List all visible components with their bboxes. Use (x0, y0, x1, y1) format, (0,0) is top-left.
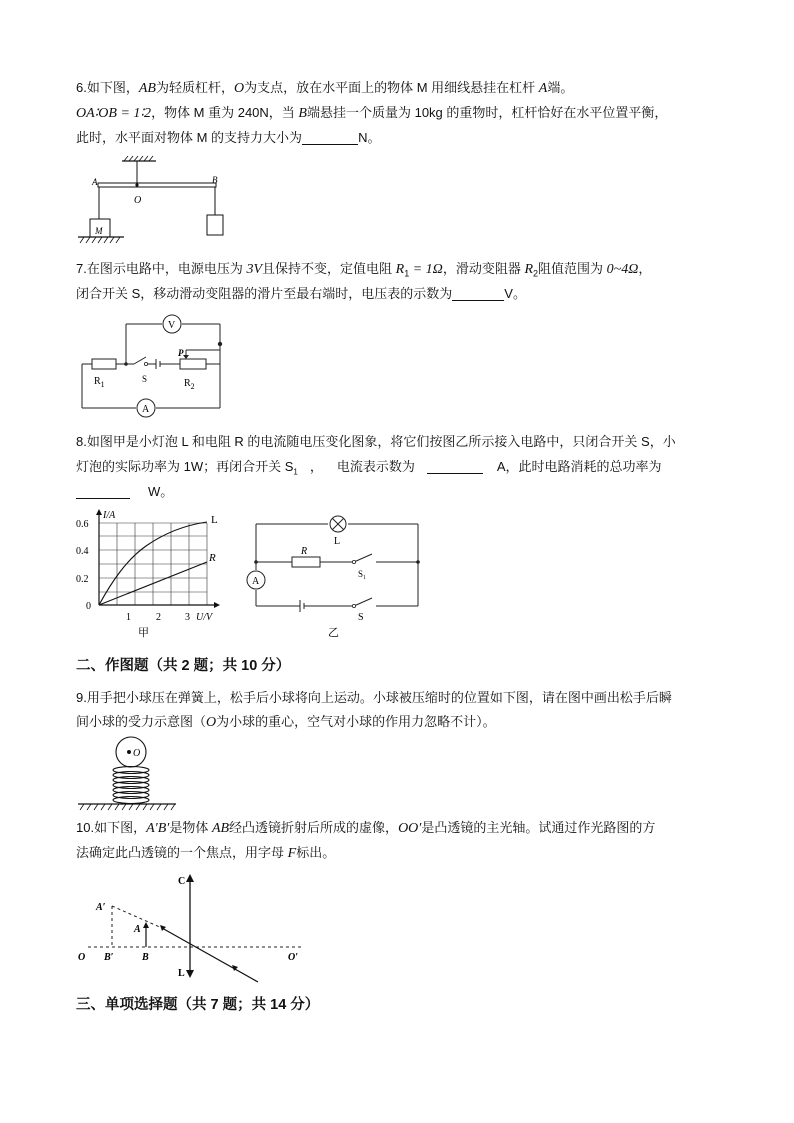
switch-label-S: S (142, 374, 148, 384)
ammeter-label: A (252, 576, 260, 587)
resistor-label-R1: $R_1$ (94, 376, 105, 389)
circuit-yi (240, 508, 430, 642)
q8-line3: W。 (76, 482, 173, 502)
label-B: B (212, 175, 218, 185)
ytick-0.6: 0.6 (76, 519, 89, 530)
ytick-0.4: 0.4 (76, 546, 89, 557)
image-label-A-prime: A′ (96, 902, 106, 913)
x-axis-label: U/V (196, 612, 213, 623)
caption-yi: 乙 (328, 627, 339, 639)
resistor-label-R: R (301, 546, 308, 557)
curve-label-R: R (209, 552, 216, 564)
spring-ball-figure (76, 735, 186, 813)
ytick-0: 0 (86, 601, 91, 612)
q6-line2: OA∶OB = 1∶2，物体 M 重为 240N，当 B端悬挂一个质量为 10kg 的重物时，杠杆恰好在水平位置平衡， (76, 105, 668, 121)
ammeter-label: A (142, 404, 150, 415)
switch-label-S1: S₁ (358, 569, 367, 579)
q6-line1: 6.如下图，AB为轻质杠杆，O为支点，放在水平面上的物体 M 用细线悬挂在杠杆 A端。 (76, 80, 574, 96)
lens-figure (76, 868, 316, 983)
switch-label-S: S (358, 612, 364, 623)
q9-line1: 9.用手把小球压在弹簧上，松手后小球将向上运动。小球被压缩时的位置如下图，请在图中画出松手后瞬 (76, 690, 672, 705)
axis-label-O: O (78, 952, 86, 963)
q8-line2: 灯泡的实际功率为 1W；再闭合开关 $S_1$ ， 电流表示数为 A，此时电路消耗的总功率为 (76, 459, 662, 477)
caption-jia: 甲 (138, 627, 149, 639)
lever-figure (76, 155, 236, 245)
label-M: M (95, 226, 103, 236)
q7-line1: 7.在图示电路中，电源电压为 3V且保持不变，定值电阻 $R_1 = 1\Omega$，滑动变阻器 $R_2$阻值范围为 0~4Ω， (76, 261, 652, 279)
xtick-2: 2 (156, 612, 161, 623)
answer-blank[interactable] (302, 130, 358, 145)
xtick-1: 1 (126, 612, 131, 623)
lens-label-L: L (178, 968, 185, 979)
image-label-B-prime: B′ (104, 952, 114, 963)
q9-line2: 间小球的受力示意图（O为小球的重心，空气对小球的作用力忽略不计）。 (76, 714, 496, 730)
object-label-A: A (134, 924, 141, 935)
axis-label-O-prime: O′ (288, 952, 299, 963)
lamp-label-L: L (334, 536, 341, 547)
q10-line2: 法确定此凸透镜的一个焦点，用字母 F标出。 (76, 845, 336, 861)
object-label-B: B (142, 952, 149, 963)
section-heading-3: 三、单项选择题（共 7 题；共 14 分） (76, 997, 320, 1013)
answer-blank[interactable] (427, 459, 483, 474)
resistor-label-R2: $R_2$ (184, 378, 195, 391)
slider-label-P: P (178, 348, 184, 358)
q10-line1: 10.如下图，A′B′是物体 AB经凸透镜折射后所成的虚像，OO′是凸透镜的主光轴。试通过作光路图的方 (76, 820, 656, 836)
label-A: A (92, 177, 98, 187)
circuit-q7 (76, 310, 236, 420)
y-axis-label: I/A (103, 510, 116, 521)
answer-blank[interactable] (452, 286, 504, 301)
label-O: O (134, 195, 142, 206)
q8-line1: 8.如图甲是小灯泡 L 和电阻 R 的电流随电压变化图象，将它们按图乙所示接入电路中，只闭合开关 S，小 (76, 434, 676, 449)
iu-graph-jia (76, 508, 226, 642)
xtick-3: 3 (185, 612, 190, 623)
answer-blank[interactable] (76, 484, 130, 499)
section-heading-2: 二、作图题（共 2 题；共 10 分） (76, 658, 291, 674)
q7-line2: 闭合开关 S，移动滑动变阻器的滑片至最右端时，电压表的示数为 V。 (76, 286, 526, 301)
curve-label-L: L (211, 514, 218, 526)
voltmeter-label: V (168, 320, 176, 331)
ytick-0.2: 0.2 (76, 574, 89, 585)
q6-line3: 此时，水平面对物体 M 的支持力大小为 N。 (76, 130, 381, 145)
center-label-O: O (133, 748, 141, 759)
lens-label-C: C (178, 876, 186, 887)
